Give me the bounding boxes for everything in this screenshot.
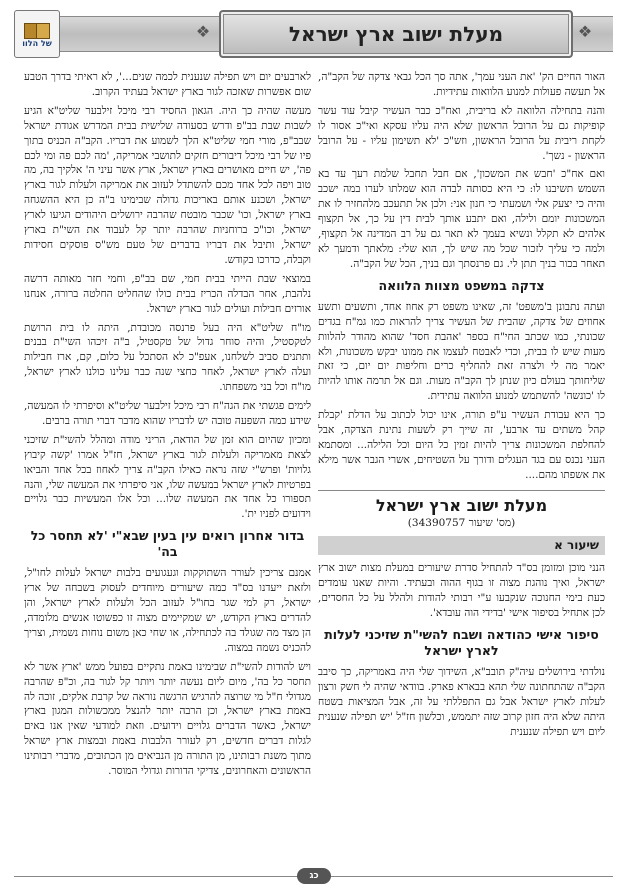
book-icon: [24, 21, 50, 39]
logo-text: של הלוו: [22, 38, 52, 48]
page-footer: [14, 868, 613, 884]
paragraph: מעשה שהיה כך היה. הגאון החסיד רבי מיכל זילבער שליט"א הגיע לשבות שבת בב"פ ודרש בסעודה שלישית בבית המדרש אגודת ישראל שבב"פ, מורי חמי שליט"א הלך לשמוע את דבריו. הקב"ה הכניס בתוך פיו של רבי מיכל דיבורים חזקים לתושבי אמריקה, 'מה לכם פה ומי לכם פה', יש חיים מאושרים בארץ ישראל, ארץ אשר עיני ה' אלקיך בה, מה טוב ויפה לכל אחד מכם להשתדל לעזוב את אמריקה ולעלות לגור בארץ ישראל, ושכנע אותם באריכות גדולה שבימינו ב"ה כן היא ההשגחה בארץ ישראל, וכו' שכבר מובטח שהרבה ירושלים היהודים הגיעו לארץ ישראל, וכו"כ ברוחניות שהרבה יותר קל לעבוד את השי"ת בארץ ישראל, ותיבל את דבריו בדברים של טעם מש"ס פוסקים חסידות וקבלה, כדרכו בקודש.: [24, 104, 311, 266]
ornament-right-icon: ❖: [577, 22, 593, 41]
paragraph: ועתה נתבונן ב'משפט' זה, שאינו משפט רק אחוז אחד, ותשעים ותשע אחוזים של צדקה, שהבית של העשיר צריך להראות כמו גמ"ח בגדים שכונתי, כמו שכתב החי"ח בספר 'אהבת חסד' שהוא מהודר להלוות מעות שיש לו בבית, וכדי לאבטח לעצמו את ממונו יבקש משכונות, ולא יאמר מה לי ולצרה זאת להחליף כרים וחליפות יום יום, כי זאת שליחותך בעולם כיון שנתן לך הקב"ה מעות. וגם אל תרמה אותו להיות לו 'כונשה' להשתמש למנוע הלוואה עתידית.: [318, 300, 605, 403]
divider: [318, 490, 605, 491]
paragraph: נולדתי בירושלים עיה"ק תובב"א, השידוך שלי היה באמריקה, כך סיבב הקב"ה שהתחתונה שלי תהא בבארא פארק. בוודאי שהיה לי חשק ורצון לעלות לארץ ישראל אבל גם התפללתי על זה, אבל המציאות בשטח היתה שלא היה חזון קרוב שזה יתממש, וכלשון חז"ל 'יש תפילה שנענית ליום ויש תפילה שנענית: [318, 666, 605, 738]
paragraph: ויש להודות להשי"ת שבימינו באמת נתקיים בפועל ממש 'ארץ אשר לא תחסר כל בה', מיום ליום נעשה יותר ויותר קל לגור בה, וכ"פ שהרבה מגדולי ח"ל מי שרוצה להרגיש הרגשה נוראה של קרבת אלקים, זוכה לה באמת בארץ ישראל, וכן הרבה יותר להנצל ממכשולות המגון בארץ ישראל, כאשר הדברים גלויים וידועים. וזאת למודעי שאין אנו באים לגלות דברים חדשים, רק לעורר הלבבות באמת ובמצות ארץ ישראל מתוך משנת רבותינו, מן התורה מן הנביאים מן הכתובים, מדברי רבותינו הראשונים והאחרונים, צדיקי הדורות וגדולי המוסר.: [24, 660, 311, 778]
paragraph: אמנם צריכין לעורר השתוקקות וגעגועים בלבות ישראל לעלות לחו"ל, ולזאת ייעדנו בס"ד כמה שיעורים מיוחדים לעסוק בשבחה של ארץ ישראל, רק למי שגר בחו"ל לעזוב הכל ולעלות לארץ ישראל, והן להדרים בארץ הקודש, יש שמקיימים מצוה זו כפשוטו אנשים מלומדה, הן מצד מה שגולד בה לכתחילה, או שחי כאן משום נוחות נשמית, וצריך להכניס נשמה במצוה.: [24, 567, 311, 654]
paragraph: והנה בתחילה הלוואה לא בריבית, ואח"כ כבר העשיר קיבל עוד עשר קופיקות גם על הרובל הראשון שלא היה עליו עסקא ואי"כ אסור לו לקחת ריבית על הרובל הראשון, וזש"כ 'לא תשימון עליו - על הרובל הראשון - נשך'.: [318, 104, 605, 162]
paragraph: מו"ח שליט"א היה בעל פרנסה מכובדת, היתה לו בית הרושת לטקסטיל, והיה סוחר גדול של טקסטיל, ב"ה זיכהו השי"ת בבנים ותתנים סביב לשלחנו, אעפ"כ לא הסתכל על כלום, קם, ארז חבילות ועלה לארץ ישראל, לאחר כחצי שנה כבר עלינו כולנו לארץ ישראל, מו"ח וכל בני משפחתו.: [24, 321, 311, 394]
page-title: מעלת ישוב ארץ ישראל: [288, 22, 504, 46]
section-heading: סיפור אישי כהודאה ושבח להשי"ת שזיכני לעלות לארץ ישראל: [324, 627, 599, 658]
paragraph: כך היא עבודת העשיר ע"פ תורה, אינו יכול לכתוב על הדלת 'קבלת קהל משתים עד ארבע', זה שייך רק לשעות נתינת הצדקה, אבל להחלפת המשכונות צריך להיות זמין כל היום וכל הלילה... ומסתמא העני נכנס עם בגד העגלים ודורך על השטיחים, אשרי הגבר אשר מילא את אשפתו מהם....: [318, 409, 605, 481]
series-title: מעלת ישוב ארץ ישראל: [375, 495, 548, 515]
section-heading: בדור אחרון רואים עין בעין שבא"י 'לא תחסר כל בה': [30, 528, 305, 560]
header-title-plate: [219, 10, 573, 58]
page-number: כג: [297, 868, 331, 884]
paragraph: האור החיים הק' 'את העני עמך', אתה סך הכל גבאי צדקה של הקב"ה, אל תעשה פעולות למנוע הלוואות עתידיות.: [318, 71, 605, 98]
lesson-heading: שיעור א: [318, 536, 605, 555]
paragraph: ומכיון שהיום הוא זמן של הודאה, הריני מודה ומהלל להשי"ת שזיכני לצאת מאמריקה ולעלות לגור בארץ ישראל, חז"ל אמרו 'קשה קיבוץ גלויות' ופרש"י שזה נראה כאילו הקב"ה צריך לאחוז בכל אחד והביאו בפרטיות לארץ ישראל במעשה שלו, אני סיפרתי את המעשה שלי, והנה תספורו כל אחד את המעשה שלו... וכל אלו המעשיות כבר גלויים וידועים לפניו ית'.: [24, 433, 311, 521]
paragraph: הנני מוכן ומזומן בס"ד להתחיל סדרת שיעורים במעלת מצות ישוב ארץ ישראל, ואיך נוהגת מצוה זו בגוף ההוה ובעתיד. והיות שאנו עומדים כעת בימי החנוכה שנקבעו ע"י רבותי להודות ולהלל על כל החסדים, לכן אתחיל בסיפור אישי 'בדידי הוה עובדא'.: [318, 562, 605, 620]
page-header: [14, 10, 613, 56]
right-column: [318, 70, 605, 860]
left-column: [24, 70, 311, 860]
lesson-number: (מס' שיעור 34390757): [407, 516, 516, 529]
paragraph: לארבעים יום ויש תפילה שנענית לכמה שנים...', לא ראיתי בדרך הטבע שום אפשרות שאזכה לגור בארץ ישראל בעתיד הקרוב.: [24, 71, 311, 98]
paragraph: במוצאי שבת הייתי בבית חמי, שם בב"פ, וחמי חזר מאותה דרשה נלהבת, אחר הבדלה הכריז בבית כולו שהחליט החלטה ברורה, אנחנו אורזים חבילות ועולים לגור בארץ ישראל.: [24, 272, 311, 315]
publisher-logo: [14, 10, 60, 58]
section-heading: צדקה במשפט מצוות הלוואה: [378, 277, 545, 293]
ornament-left-icon: ❖: [195, 22, 211, 41]
paragraph: ואם אח"כ 'חבש את המשכון', אם חבל תחבל שלמת רעך עד בא השמש תשיבנו לו: כי היא כסותה לבדה הוא שמלתו לערו במה ישכב והיה כי יצעק אלי ושמעתי כי חנון אני: ולכן אל תתעכב מלהחזיר לו את המשכונות יומם ולילה, ואם יתבע אותך לבית דין על כך, אל תקצוף אלהים לא תקלל ונשיא בעמך לא תאר גם על רב המדינה אל תקצוף, ולמה כי עליך לזכור שכל מה שיש לך, הוא שלי: מלאתך ודמעך לא תאחר בכור בניך תתן לי. גם פרנסתך וגם בניך, הכל של הקב"ה.: [318, 168, 605, 270]
paragraph: לימים פגשתי את הגה"ח רבי מיכל זילבער שליט"א וסיפרתי לו המעשה, שידע כמה השפעה טובה יש לדבריו שהוא מדבר דברי תורה ברבים.: [24, 400, 311, 427]
